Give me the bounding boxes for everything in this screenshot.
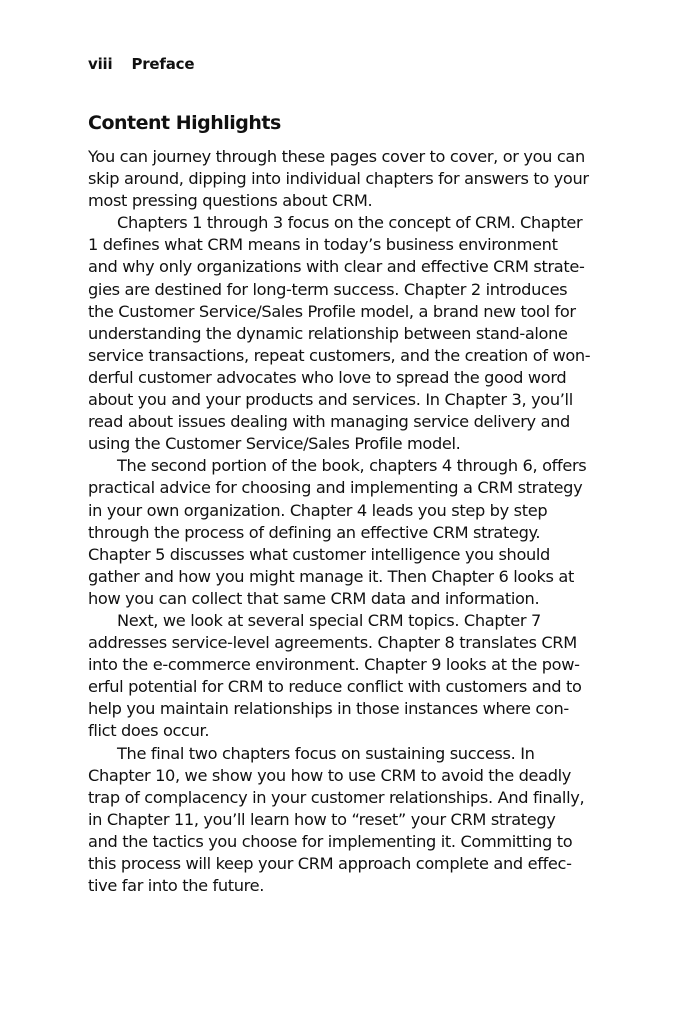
text-line: most pressing questions about CRM. <box>88 191 373 211</box>
text-line: about you and your products and services. In Chapter 3, you’ll <box>88 390 573 410</box>
text-line: through the process of defining an effective CRM strategy. <box>88 522 541 542</box>
text-line: skip around, dipping into individual chapters for answers to your <box>88 169 589 189</box>
text-line: gies are destined for long-term success. Chapter 2 introduces <box>88 279 568 299</box>
text-line: Chapter 10, we show you how to use CRM to avoid the deadly <box>88 765 572 785</box>
text-line: The final two chapters focus on sustaining success. In <box>117 743 535 763</box>
text-line: Chapter 5 discusses what customer intelligence you should <box>88 544 550 564</box>
text-line: into the e-commerce environment. Chapter 9 looks at the pow- <box>88 655 580 675</box>
text-line: erful potential for CRM to reduce conflict with customers and to <box>88 677 582 697</box>
text-line: Chapters 1 through 3 focus on the concept of CRM. Chapter <box>117 213 583 233</box>
page-number: viii <box>88 55 113 73</box>
text-line: how you can collect that same CRM data and information. <box>88 588 540 608</box>
text-line: tive far into the future. <box>88 876 265 896</box>
text-line: using the Customer Service/Sales Profile model. <box>88 434 461 454</box>
running-head <box>88 55 194 73</box>
text-line: gather and how you might manage it. Then Chapter 6 looks at <box>88 566 574 586</box>
running-title: Preface <box>131 55 195 73</box>
text-line: The second portion of the book, chapters 4 through 6, offers <box>117 456 587 476</box>
text-line: practical advice for choosing and implementing a CRM strategy <box>88 478 583 498</box>
text-line: You can journey through these pages cover to cover, or you can <box>88 147 585 166</box>
text-line: derful customer advocates who love to spread the good word <box>88 367 567 387</box>
text-line: and why only organizations with clear and effective CRM strate- <box>88 257 585 277</box>
text-line: service transactions, repeat customers, and the creation of won- <box>88 345 591 365</box>
text-line: read about issues dealing with managing service delivery and <box>88 412 570 432</box>
text-line: this process will keep your CRM approach complete and effec- <box>88 854 572 873</box>
text-line: addresses service-level agreements. Chapter 8 translates CRM <box>88 633 577 653</box>
text-line: and the tactics you choose for implementing it. Committing to <box>88 831 573 851</box>
text-line: help you maintain relationships in those instances where con- <box>88 699 569 719</box>
text-line: in your own organization. Chapter 4 leads you step by step <box>88 500 548 520</box>
section-heading: Content Highlights <box>88 112 281 134</box>
text-line: Next, we look at several special CRM topics. Chapter 7 <box>117 610 541 630</box>
text-line: trap of complacency in your customer relationships. And finally, <box>88 787 585 807</box>
text-line: 1 defines what CRM means in today’s business environment <box>88 235 558 255</box>
text-line: flict does occur. <box>88 721 210 741</box>
text-line: understanding the dynamic relationship between stand-alone <box>88 323 568 343</box>
body-text <box>88 146 608 897</box>
text-line: the Customer Service/Sales Profile model, a brand new tool for <box>88 301 576 321</box>
text-line: in Chapter 11, you’ll learn how to “reset” your CRM strategy <box>88 809 556 829</box>
